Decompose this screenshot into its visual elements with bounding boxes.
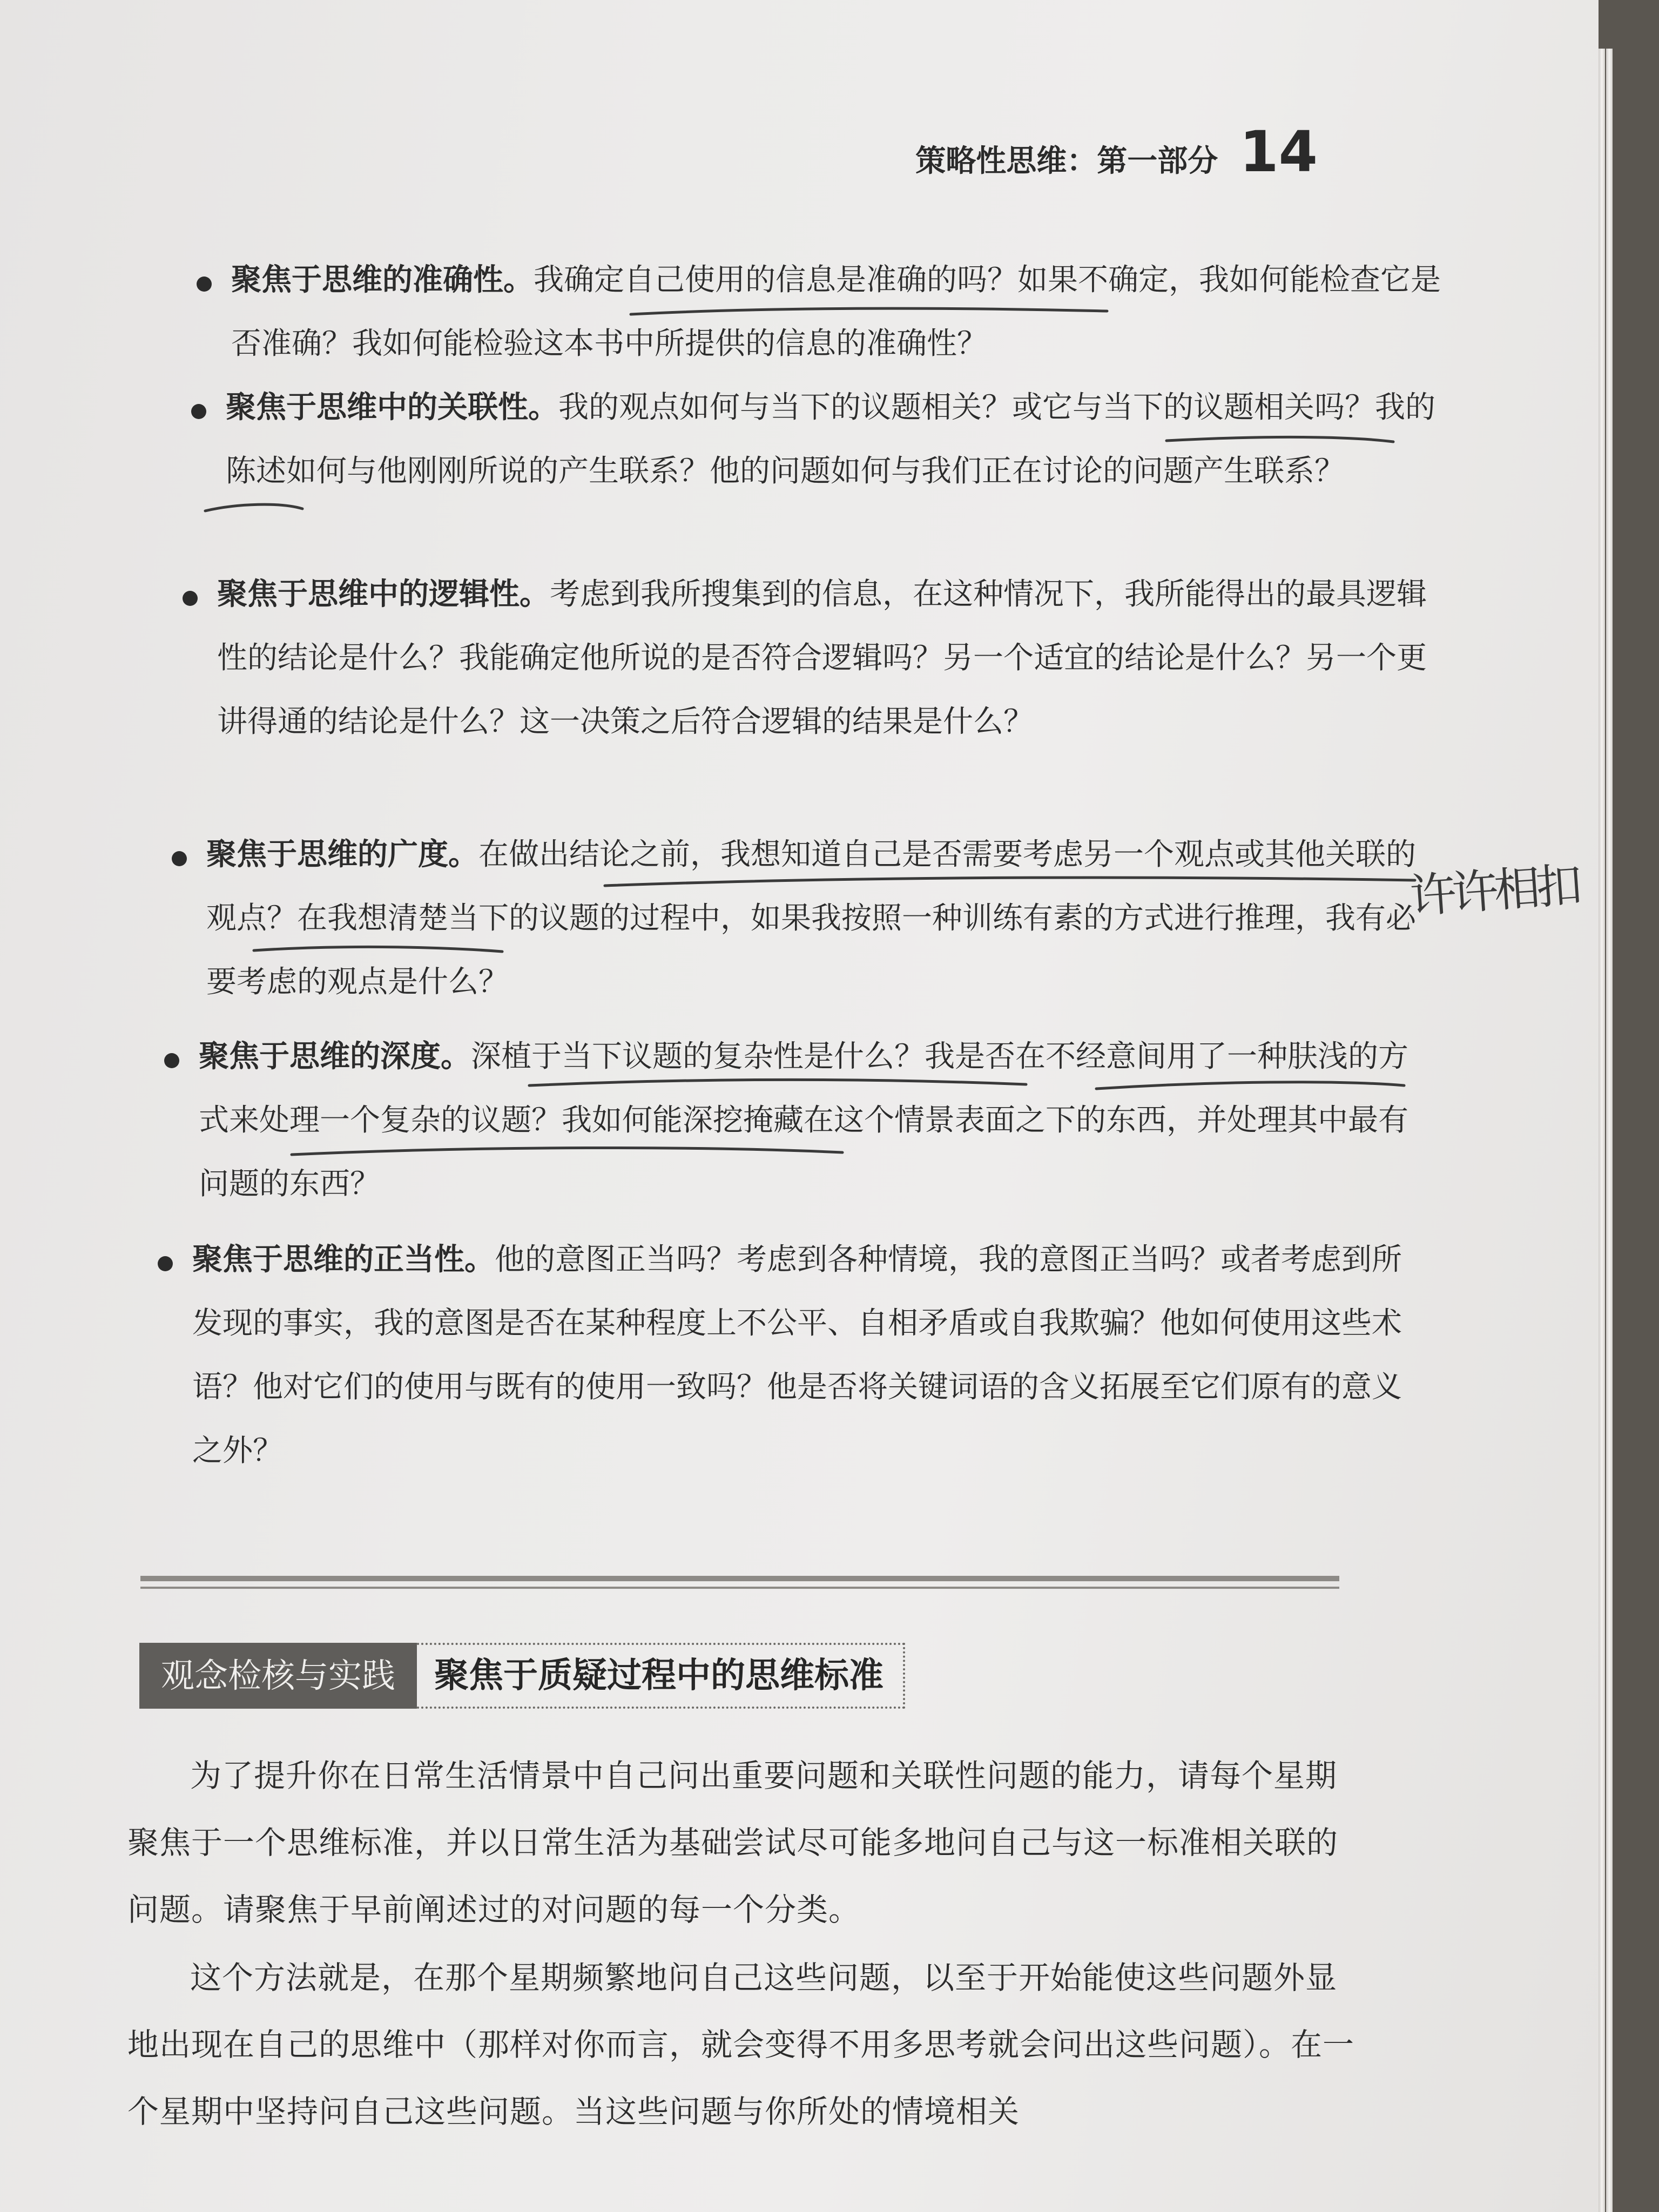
bullet-heading: 聚焦于思维的深度。 [199,1039,471,1074]
handwritten-note: 许许相扣 [1408,858,1580,924]
underline [1166,437,1393,442]
bullet-body: 在做出结论之前，我想知道自己是否需要考虑另一个观点或其他关联的观点？在我想清楚当下的议题的过程中，如果我按照一种训练有素的方式进行推理，我有必要考虑的观点是什么？ [206,837,1416,1000]
underline [529,1080,1026,1085]
underline [254,947,502,952]
underline [605,878,1415,886]
paragraph: 为了提升你在日常生活情景中自己问出重要问题和关联性问题的能力，请每个星期聚焦于一个思维标准，并以日常生活为基础尝试尽可能多地问自己与这一标准相关联的问题。请聚焦于早前阐述过的对问题的每一个分类。 [127,1757,1339,1928]
bullet-heading: 聚焦于思维中的关联性。 [226,390,558,425]
page-number: 14 [1239,119,1318,185]
underline [1096,1082,1404,1089]
bullet-heading: 聚焦于思维中的逻辑性。 [217,577,550,612]
section-title: 聚焦于质疑过程中的思维标准 [417,1643,905,1709]
section-tag: 观念检核与实践 [139,1643,417,1709]
paragraph: 这个方法就是，在那个星期频繁地问自己这些问题，以至于开始能使这些问题外显地出现在自己的思维中（那样对你而言，就会变得不用多思考就会问出这些问题）。在一个星期中坚持问自己这些问题。当这些问题与你所处的情境相关 [127,1959,1355,2130]
bullet-body: 我确定自己使用的信息是准确的吗？如果不确定，我如何能检查它是否准确？我如何能检验这本书中所提供的信息的准确性？ [231,262,1441,361]
bullet-body: 我的观点如何与当下的议题相关？或它与当下的议题相关吗？我的陈述如何与他刚刚所说的产生联系？他的问题如何与我们正在讨论的问题产生联系？ [226,390,1435,489]
bullet-body: 他的意图正当吗？考虑到各种情境，我的意图正当吗？或者考虑到所发现的事实，我的意图是否在某种程度上不公平、自相矛盾或自我欺骗？他如何使用这些术语？他对它们的使用与既有的使用一致吗？他是否将关键词语的含义拓展至它们原有的意义之外？ [192,1242,1402,1468]
bullet-body: 考虑到我所搜集到的信息，在这种情况下，我所能得出的最具逻辑性的结论是什么？我能确定他所说的是否符合逻辑吗？另一个适宜的结论是什么？另一个更讲得通的结论是什么？这一决策之后符合逻辑的结果是什么？ [217,577,1427,739]
underline [631,308,1107,314]
bullet-heading: 聚焦于思维的广度。 [206,837,478,872]
underline [292,1148,842,1155]
page-edge [1606,49,1613,2212]
running-title: 策略性思维：第一部分 [915,144,1218,179]
bullet-body: 深植于当下议题的复杂性是什么？我是否在不经意间用了一种肤浅的方式来处理一个复杂的议题？我如何能深挖掩藏在这个情景表面之下的东西，并处理其中最有问题的东西？ [199,1039,1408,1202]
page-edge [1599,49,1605,2212]
underline [205,504,302,511]
bullet-heading: 聚焦于思维的准确性。 [231,262,534,298]
bullet-heading: 聚焦于思维的正当性。 [192,1242,495,1277]
